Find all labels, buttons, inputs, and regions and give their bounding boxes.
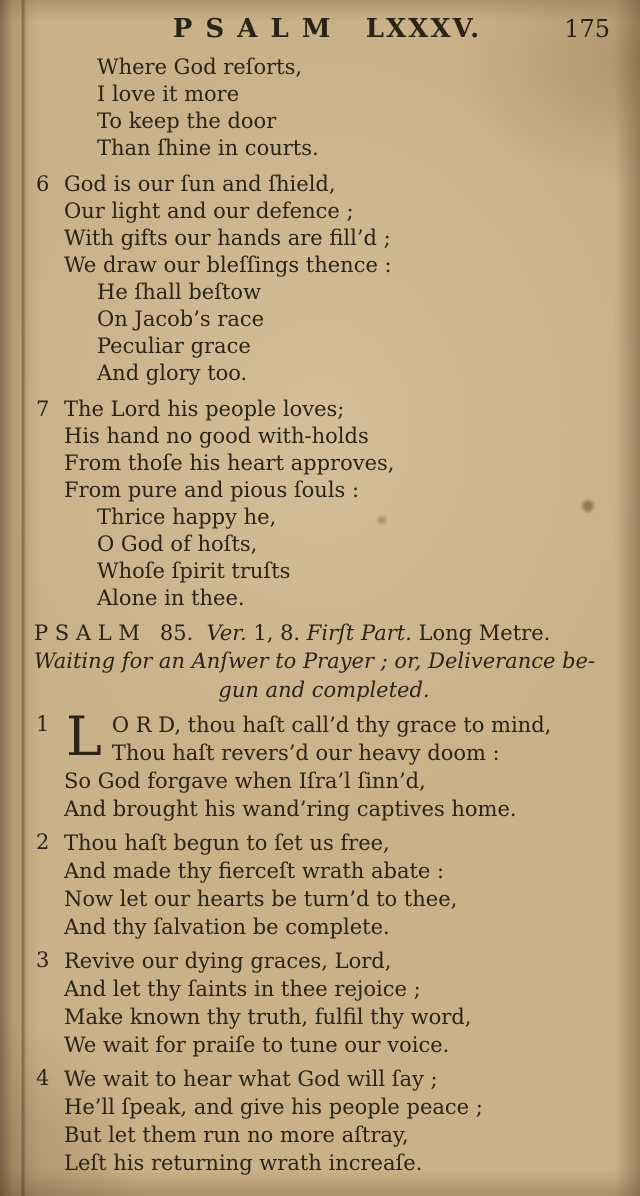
psalm-85-stanzas [36, 705, 614, 1177]
verse-line: Make known thy truth, fulfil thy word, [64, 1005, 472, 1029]
drop-cap-letter: L [66, 705, 102, 768]
verse-line: The Lord his people loves; [64, 397, 345, 421]
verse-line: We wait for praiſe to tune our voice. [64, 1033, 450, 1057]
stanza [40, 54, 614, 162]
verse-line: Alone in thee. [97, 586, 245, 610]
verse-line: Peculiar grace [97, 334, 251, 358]
stanza [36, 1065, 614, 1177]
heading-segment: Firſt Part. [306, 621, 412, 645]
verse-line: Now let our hearts be turn’d to thee, [64, 887, 458, 911]
verse-line: O God of hoſts, [97, 532, 258, 556]
stanza [36, 171, 614, 387]
verse-line: And thy ſalvation be complete. [64, 915, 390, 939]
subtitle-line: Waiting for an Anſwer to Prayer ; or, Deliverance be- [34, 649, 596, 673]
verse-line: I love it more [97, 82, 240, 106]
verse-line: And glory too. [97, 361, 248, 385]
stanza-body [64, 829, 614, 941]
stanza-body [64, 171, 614, 387]
stanza [36, 947, 614, 1059]
verse-line: He ſhall beſtow [97, 280, 262, 304]
heading-segment: Ver. [206, 621, 247, 645]
verse-line: So God forgave when Iſra’l ſinn’d, [64, 769, 426, 793]
stanza-body [64, 1065, 614, 1177]
verse-line: And brought his wand’ring captives home. [64, 797, 517, 821]
verse-line: Thou haſt revers’d our heavy doom : [111, 741, 500, 765]
verse-line: Thou haſt begun to ſet us free, [64, 831, 390, 855]
stanza [36, 829, 614, 941]
psalm-85-subtitle [34, 647, 614, 705]
subtitle-line: gun and completed. [218, 678, 430, 702]
verse-number: 7 [36, 397, 50, 421]
verse-line: But let them run no more aſtray, [64, 1123, 409, 1147]
running-title: P S A L M LXXXV. [172, 14, 482, 44]
verse-line: We draw our bleſſings thence : [64, 253, 392, 277]
page-header [40, 14, 614, 54]
verse-line: O R D, thou haſt call’d thy grace to mind, [111, 713, 552, 737]
verse-line: We wait to hear what God will ſay ; [64, 1067, 438, 1091]
page-number: 175 [564, 15, 610, 43]
stanza-body [64, 54, 614, 162]
verse-line: With gifts our hands are fill’d ; [64, 226, 391, 250]
verse-line: Where God reſorts, [97, 55, 303, 79]
verse-line: Revive our dying graces, Lord, [64, 949, 392, 973]
verse-line: From pure and pious ſouls : [64, 478, 360, 502]
stanza [36, 396, 614, 612]
verse-line: God is our ſun and ſhield, [64, 172, 336, 196]
stanza-body [64, 396, 614, 612]
verse-number: 3 [36, 948, 50, 972]
verse-line: To keep the door [97, 109, 277, 133]
verse-line: His hand no good with-holds [64, 424, 369, 448]
verse-number: 1 [36, 712, 50, 736]
verse-line: Than ſhine in courts. [97, 136, 319, 160]
verse-number: 6 [36, 172, 50, 196]
stanza [36, 705, 614, 823]
psalm-85-heading [34, 621, 614, 645]
verse-line: And let thy ſaints in thee rejoice ; [64, 977, 421, 1001]
stanza-body [64, 705, 614, 823]
verse-line: From thoſe his heart approves, [64, 451, 395, 475]
verse-number: 4 [36, 1066, 50, 1090]
verse-line: On Jacob’s race [97, 307, 265, 331]
heading-segment: 1, 8. [246, 621, 307, 645]
verse-line: Leſt his returning wrath increaſe. [64, 1151, 423, 1175]
heading-segment: Long Metre. [411, 621, 551, 645]
verse-line: Whoſe ſpirit truſts [97, 559, 291, 583]
verse-line: Thrice happy he, [97, 505, 277, 529]
verse-line: He’ll ſpeak, and give his people peace ; [64, 1095, 483, 1119]
verse-line: Our light and our defence ; [64, 199, 354, 223]
verse-number: 2 [36, 830, 50, 854]
verse-line: And made thy fierceſt wrath abate : [64, 859, 445, 883]
heading-segment: P S A L M 85. [34, 621, 207, 645]
stanza-body [64, 947, 614, 1059]
psalm-84-stanzas [36, 54, 614, 612]
